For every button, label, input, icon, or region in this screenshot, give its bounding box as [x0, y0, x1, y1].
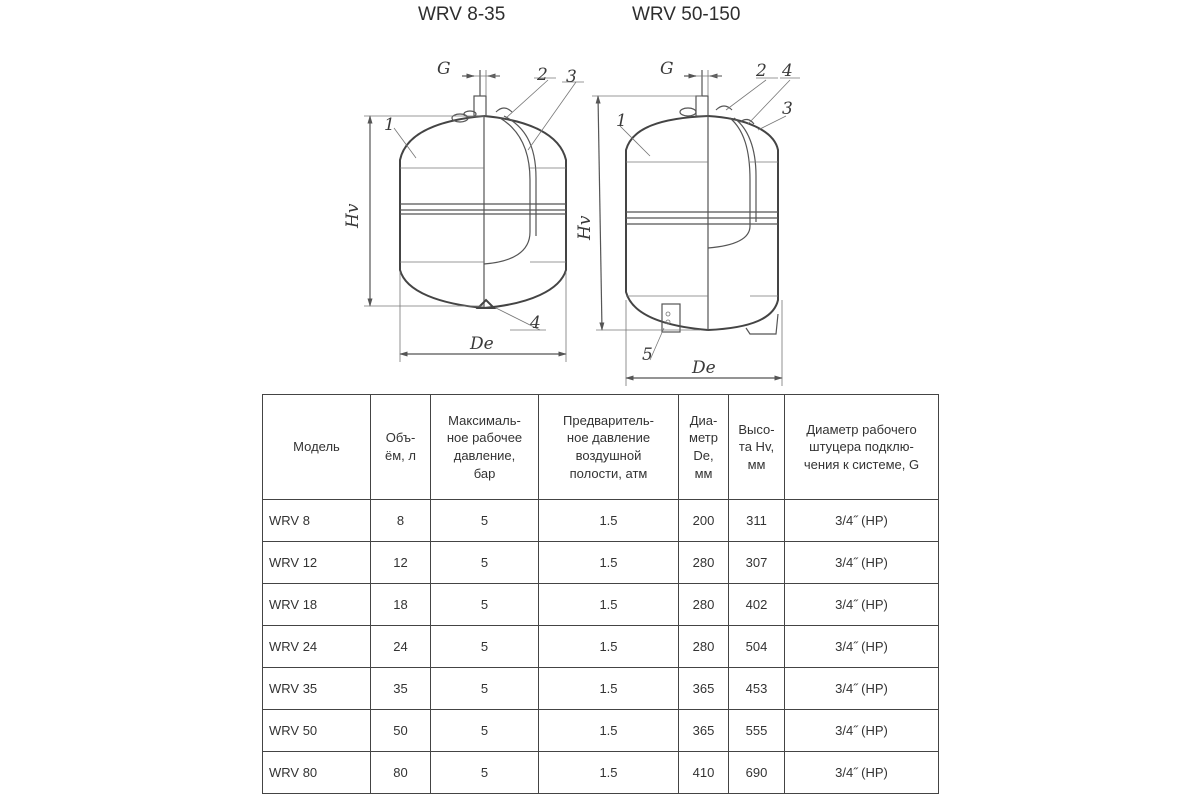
- cell-max-pressure: 5: [431, 752, 539, 794]
- label-left-de: De: [470, 334, 494, 354]
- table-row: [263, 710, 939, 752]
- table-row: [263, 752, 939, 794]
- column-header-volume: Объ- ём, л: [371, 395, 431, 500]
- cell-volume: 35: [371, 668, 431, 710]
- cell-volume: 18: [371, 584, 431, 626]
- column-header-model: Модель: [263, 395, 371, 500]
- cell-volume: 50: [371, 710, 431, 752]
- cell-pre-pressure: 1.5: [539, 668, 679, 710]
- cell-diameter: 200: [679, 500, 729, 542]
- cell-height: 504: [729, 626, 785, 668]
- table-row: [263, 584, 939, 626]
- column-header-pre-pressure: Предваритель- ное давление воздушной полости, атм: [539, 395, 679, 500]
- cell-diameter: 280: [679, 626, 729, 668]
- vessel-left-membrane: [484, 118, 530, 264]
- label-left-1: 1: [384, 115, 395, 135]
- label-right-3: 3: [782, 99, 793, 119]
- specifications-table: [262, 394, 939, 794]
- label-right-5: 5: [642, 345, 653, 365]
- cell-model: WRV 8: [263, 500, 371, 542]
- cell-volume: 80: [371, 752, 431, 794]
- label-left-4: 4: [530, 313, 541, 333]
- technical-drawing: [0, 0, 1200, 392]
- column-header-height: Высо- та Hv, мм: [729, 395, 785, 500]
- cell-model: WRV 12: [263, 542, 371, 584]
- cell-height: 555: [729, 710, 785, 752]
- cell-pre-pressure: 1.5: [539, 626, 679, 668]
- cell-pre-pressure: 1.5: [539, 710, 679, 752]
- cell-max-pressure: 5: [431, 668, 539, 710]
- cell-pre-pressure: 1.5: [539, 584, 679, 626]
- label-left-3: 3: [566, 67, 577, 87]
- label-right-4: 4: [782, 61, 793, 81]
- cell-model: WRV 24: [263, 626, 371, 668]
- cell-height: 307: [729, 542, 785, 584]
- cell-connection: 3/4˝ (НР): [785, 668, 939, 710]
- label-left-2: 2: [537, 65, 548, 85]
- cell-max-pressure: 5: [431, 626, 539, 668]
- cell-pre-pressure: 1.5: [539, 752, 679, 794]
- table-header-row: [263, 395, 939, 500]
- cell-diameter: 280: [679, 542, 729, 584]
- cell-height: 311: [729, 500, 785, 542]
- label-left-g: G: [437, 59, 451, 79]
- cell-connection: 3/4˝ (НР): [785, 710, 939, 752]
- label-right-de: De: [692, 358, 716, 378]
- label-right-g: G: [660, 59, 674, 79]
- cell-max-pressure: 5: [431, 710, 539, 752]
- vessel-left-body-right: [484, 116, 566, 308]
- table-row: [263, 626, 939, 668]
- cell-model: WRV 50: [263, 710, 371, 752]
- vessel-right-membrane: [708, 118, 750, 248]
- column-header-max-pressure: Максималь- ное рабочее давление, бар: [431, 395, 539, 500]
- cell-connection: 3/4˝ (НР): [785, 584, 939, 626]
- table-row: [263, 668, 939, 710]
- vessel-wrv-8-35-drawing: [364, 70, 584, 362]
- label-right-1: 1: [616, 111, 627, 131]
- cell-model: WRV 80: [263, 752, 371, 794]
- label-left-hv: Hv: [343, 203, 363, 228]
- column-header-connection: Диаметр рабочего штуцера подклю- чения к системе, G: [785, 395, 939, 500]
- cell-height: 453: [729, 668, 785, 710]
- cell-diameter: 365: [679, 668, 729, 710]
- cell-max-pressure: 5: [431, 500, 539, 542]
- cell-model: WRV 35: [263, 668, 371, 710]
- cell-connection: 3/4˝ (НР): [785, 626, 939, 668]
- cell-volume: 24: [371, 626, 431, 668]
- diagram-title-wrv-8-35: WRV 8-35: [418, 4, 506, 25]
- table-row: [263, 500, 939, 542]
- cell-connection: 3/4˝ (НР): [785, 500, 939, 542]
- label-right-hv: Hv: [575, 215, 595, 240]
- cell-volume: 12: [371, 542, 431, 584]
- cell-volume: 8: [371, 500, 431, 542]
- cell-model: WRV 18: [263, 584, 371, 626]
- cell-diameter: 365: [679, 710, 729, 752]
- column-header-diameter: Диа- метр De, мм: [679, 395, 729, 500]
- label-right-2: 2: [756, 61, 767, 81]
- cell-diameter: 280: [679, 584, 729, 626]
- cell-height: 690: [729, 752, 785, 794]
- vessel-left-body: [400, 116, 484, 308]
- cell-max-pressure: 5: [431, 584, 539, 626]
- vessel-right-body: [626, 116, 708, 330]
- cell-max-pressure: 5: [431, 542, 539, 584]
- vessel-right-body-right: [708, 116, 778, 330]
- cell-height: 402: [729, 584, 785, 626]
- table-row: [263, 542, 939, 584]
- diagram-title-wrv-50-150: WRV 50-150: [632, 4, 741, 25]
- cell-pre-pressure: 1.5: [539, 500, 679, 542]
- cell-connection: 3/4˝ (НР): [785, 752, 939, 794]
- cell-connection: 3/4˝ (НР): [785, 542, 939, 584]
- cell-diameter: 410: [679, 752, 729, 794]
- cell-pre-pressure: 1.5: [539, 542, 679, 584]
